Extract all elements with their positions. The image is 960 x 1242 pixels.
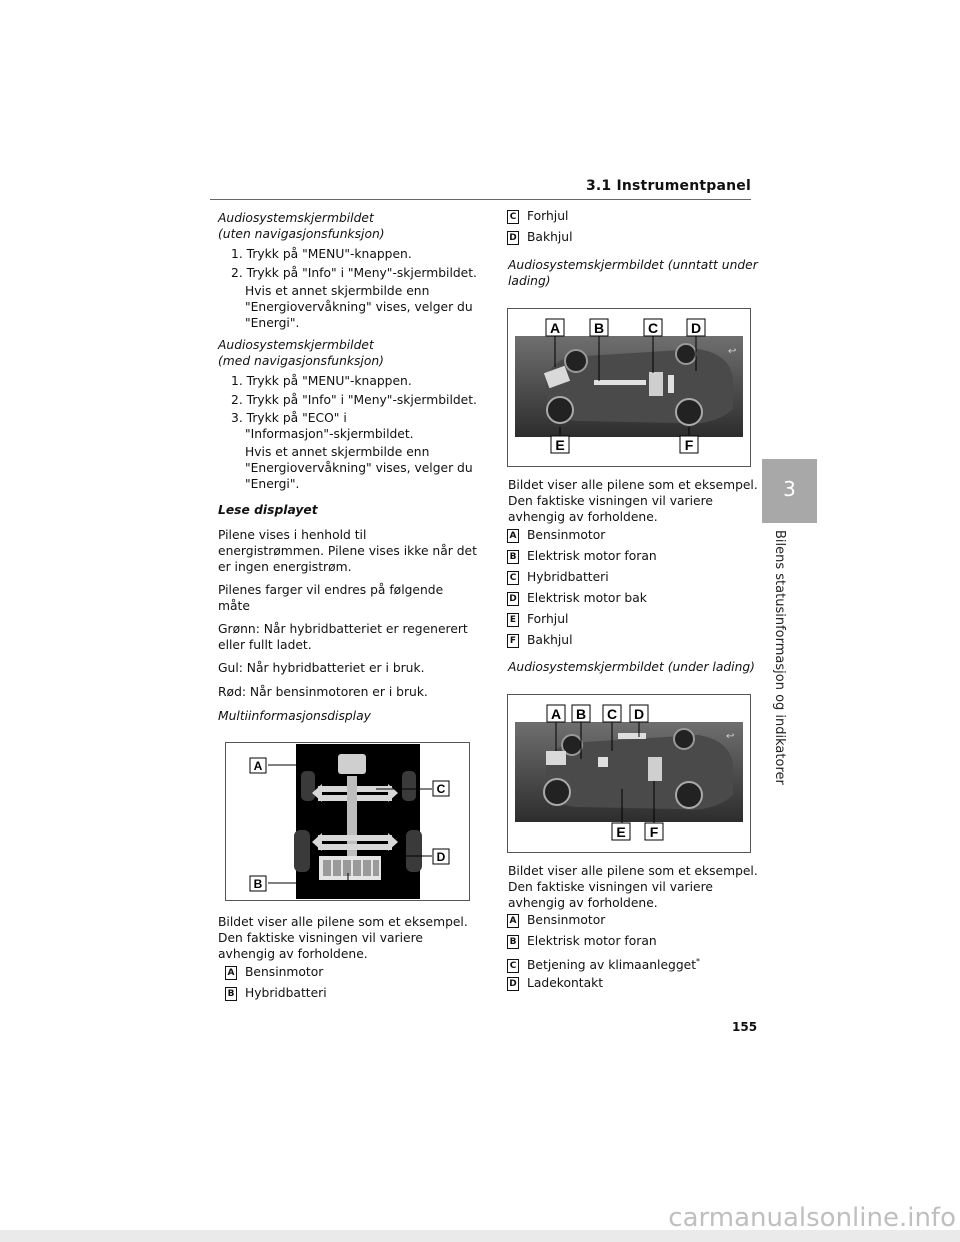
- chapter-label: Bilens statusinformasjon og indikatorer: [772, 530, 787, 785]
- svg-text:↩: ↩: [726, 731, 735, 742]
- fig1-label-c: C: [436, 782, 446, 796]
- legend-right-d: [507, 229, 573, 245]
- para-green-2: eller fullt ladet.: [218, 638, 312, 652]
- step-info-2: 2. Trykk på "Info" i "Meny"-skjermbildet.: [231, 393, 477, 407]
- badge: C: [507, 571, 519, 585]
- step-eco-1: 3. Trykk på "ECO" i: [231, 411, 347, 425]
- fig2-caption-3: avhengig av forholdene.: [508, 510, 658, 524]
- legend-text: Hybridbatteri: [245, 986, 327, 1000]
- legend-text: Bensinmotor: [245, 965, 324, 979]
- legend-text: Elektrisk motor foran: [527, 549, 657, 563]
- para-1-line-3: er ingen energistrøm.: [218, 560, 352, 574]
- fig2-label-d: D: [690, 320, 702, 336]
- legend-left-a: [225, 964, 323, 980]
- para-red: Rød: Når bensinmotoren er i bruk.: [218, 685, 428, 699]
- badge: D: [507, 231, 519, 245]
- figure-multiinfo: [225, 742, 470, 901]
- legend-text: Bensinmotor: [527, 913, 606, 927]
- para-2-line-1: Pilenes farger vil endres på følgende: [218, 583, 444, 597]
- fig3-label-f: F: [649, 824, 659, 840]
- heading-audio-nav-1: Audiosystemskjermbildet: [218, 338, 374, 352]
- badge: D: [507, 592, 519, 606]
- heading-audio-not-charging-1: Audiosystemskjermbildet (unntatt under: [508, 258, 758, 272]
- legend3-c: [507, 954, 700, 973]
- svg-text:↩: ↩: [728, 346, 737, 357]
- legend-text: Betjening av klimaanlegget: [527, 958, 697, 973]
- fig1-caption-3: avhengig av forholdene.: [218, 947, 368, 961]
- heading-multiinfo: Multiinformasjonsdisplay: [218, 709, 371, 723]
- para-1-line-2: energistrømmen. Pilene vises ikke når det: [218, 544, 477, 558]
- badge: C: [507, 959, 519, 973]
- fig1-label-b: B: [253, 877, 263, 891]
- badge: B: [507, 550, 519, 564]
- badge: D: [507, 977, 519, 991]
- fig3-label-d: D: [633, 706, 645, 722]
- note-line-2: "Energiovervåkning" vises, velger du: [245, 300, 473, 314]
- legend-text: Bakhjul: [527, 230, 573, 244]
- para-yellow: Gul: Når hybridbatteriet er i bruk.: [218, 661, 425, 675]
- step-eco-2: "Informasjon"-skjermbildet.: [245, 427, 414, 441]
- fig3-label-a: A: [550, 706, 562, 722]
- page-number: 155: [732, 1020, 758, 1034]
- legend2-b: [507, 548, 657, 564]
- heading-audio-nav-2: (med navigasjonsfunksjon): [218, 354, 384, 368]
- badge: A: [507, 529, 519, 543]
- fig3-caption-1: Bildet viser alle pilene som et eksempel.: [508, 864, 758, 878]
- fig2-label-a: A: [549, 320, 561, 336]
- fig2-label-e: E: [555, 437, 565, 453]
- legend-text: Hybridbatteri: [527, 570, 609, 584]
- footnote-marker: *: [696, 957, 701, 966]
- left-column: [218, 210, 478, 242]
- watermark: carmanualsonline.info: [668, 1203, 956, 1233]
- legend-text: Elektrisk motor bak: [527, 591, 647, 605]
- para-green-1: Grønn: Når hybridbatteriet er regenerert: [218, 622, 468, 636]
- chapter-number: 3: [783, 477, 796, 501]
- step-menu-1: 1. Trykk på "MENU"-knappen.: [231, 247, 412, 261]
- badge: B: [225, 987, 237, 1001]
- note2-line-2: "Energiovervåkning" vises, velger du: [245, 461, 473, 475]
- heading-audio-charging: Audiosystemskjermbildet (under lading): [508, 660, 755, 674]
- legend-right-c: [507, 208, 568, 224]
- legend-text: Forhjul: [527, 209, 569, 223]
- legend-left-b: [225, 985, 327, 1001]
- figure-audio-charging: [507, 694, 751, 853]
- heading-lese-displayet: Lese displayet: [218, 503, 318, 517]
- badge: C: [507, 210, 519, 224]
- heading-audio-no-nav-1: Audiosystemskjermbildet: [218, 211, 374, 225]
- heading-audio-not-charging-2: lading): [508, 274, 551, 288]
- badge: B: [507, 935, 519, 949]
- fig3-caption-2: Den faktiske visningen vil variere: [508, 880, 713, 894]
- step-menu-2: 1. Trykk på "MENU"-knappen.: [231, 374, 412, 388]
- fig2-caption-2: Den faktiske visningen vil variere: [508, 494, 713, 508]
- legend2-d: [507, 590, 647, 606]
- fig3-label-c: C: [606, 706, 618, 722]
- legend-text: Forhjul: [527, 612, 569, 626]
- legend2-f: [507, 632, 573, 648]
- legend-text: Ladekontakt: [527, 976, 604, 990]
- legend2-e: [507, 611, 568, 627]
- note2-line-1: Hvis et annet skjermbilde enn: [245, 445, 430, 459]
- section-title: 3.1 Instrumentpanel: [585, 178, 751, 194]
- legend3-a: [507, 912, 605, 928]
- note-line-3: "Energi".: [245, 316, 300, 330]
- badge: E: [507, 613, 519, 627]
- heading-audio-no-nav-2: (uten navigasjonsfunksjon): [218, 227, 385, 241]
- legend2-c: [507, 569, 609, 585]
- note2-line-3: "Energi".: [245, 477, 300, 491]
- fig1-caption-1: Bildet viser alle pilene som et eksempel.: [218, 915, 468, 929]
- legend-text: Elektrisk motor foran: [527, 934, 657, 948]
- fig1-label-d: D: [436, 850, 446, 864]
- figure-audio-not-charging: [507, 308, 751, 467]
- badge: A: [507, 914, 519, 928]
- legend2-a: [507, 527, 605, 543]
- badge: F: [507, 634, 519, 648]
- note-line-1: Hvis et annet skjermbilde enn: [245, 284, 430, 298]
- fig1-label-a: A: [253, 759, 263, 773]
- legend3-d: [507, 975, 603, 991]
- fig2-caption-1: Bildet viser alle pilene som et eksempel.: [508, 478, 758, 492]
- fig1-caption-2: Den faktiske visningen vil variere: [218, 931, 423, 945]
- legend3-b: [507, 933, 657, 949]
- figure-multiinfo-graphic: [226, 743, 469, 900]
- step-info-1: 2. Trykk på "Info" i "Meny"-skjermbildet.: [231, 266, 477, 280]
- legend-text: Bensinmotor: [527, 528, 606, 542]
- para-2-line-2: måte: [218, 599, 250, 613]
- fig2-label-f: F: [684, 437, 694, 453]
- fig2-label-c: C: [647, 320, 659, 336]
- figure-audio-charging-graphic: [508, 695, 750, 852]
- fig2-label-b: B: [593, 320, 605, 336]
- chapter-tab: [762, 459, 817, 523]
- fig3-label-b: B: [575, 706, 587, 722]
- header-divider: [210, 199, 751, 200]
- fig3-caption-3: avhengig av forholdene.: [508, 896, 658, 910]
- figure-audio-not-charging-graphic: [508, 309, 750, 466]
- legend-text: Bakhjul: [527, 633, 573, 647]
- badge: A: [225, 966, 237, 980]
- para-1-line-1: Pilene vises i henhold til: [218, 528, 367, 542]
- fig3-label-e: E: [616, 824, 626, 840]
